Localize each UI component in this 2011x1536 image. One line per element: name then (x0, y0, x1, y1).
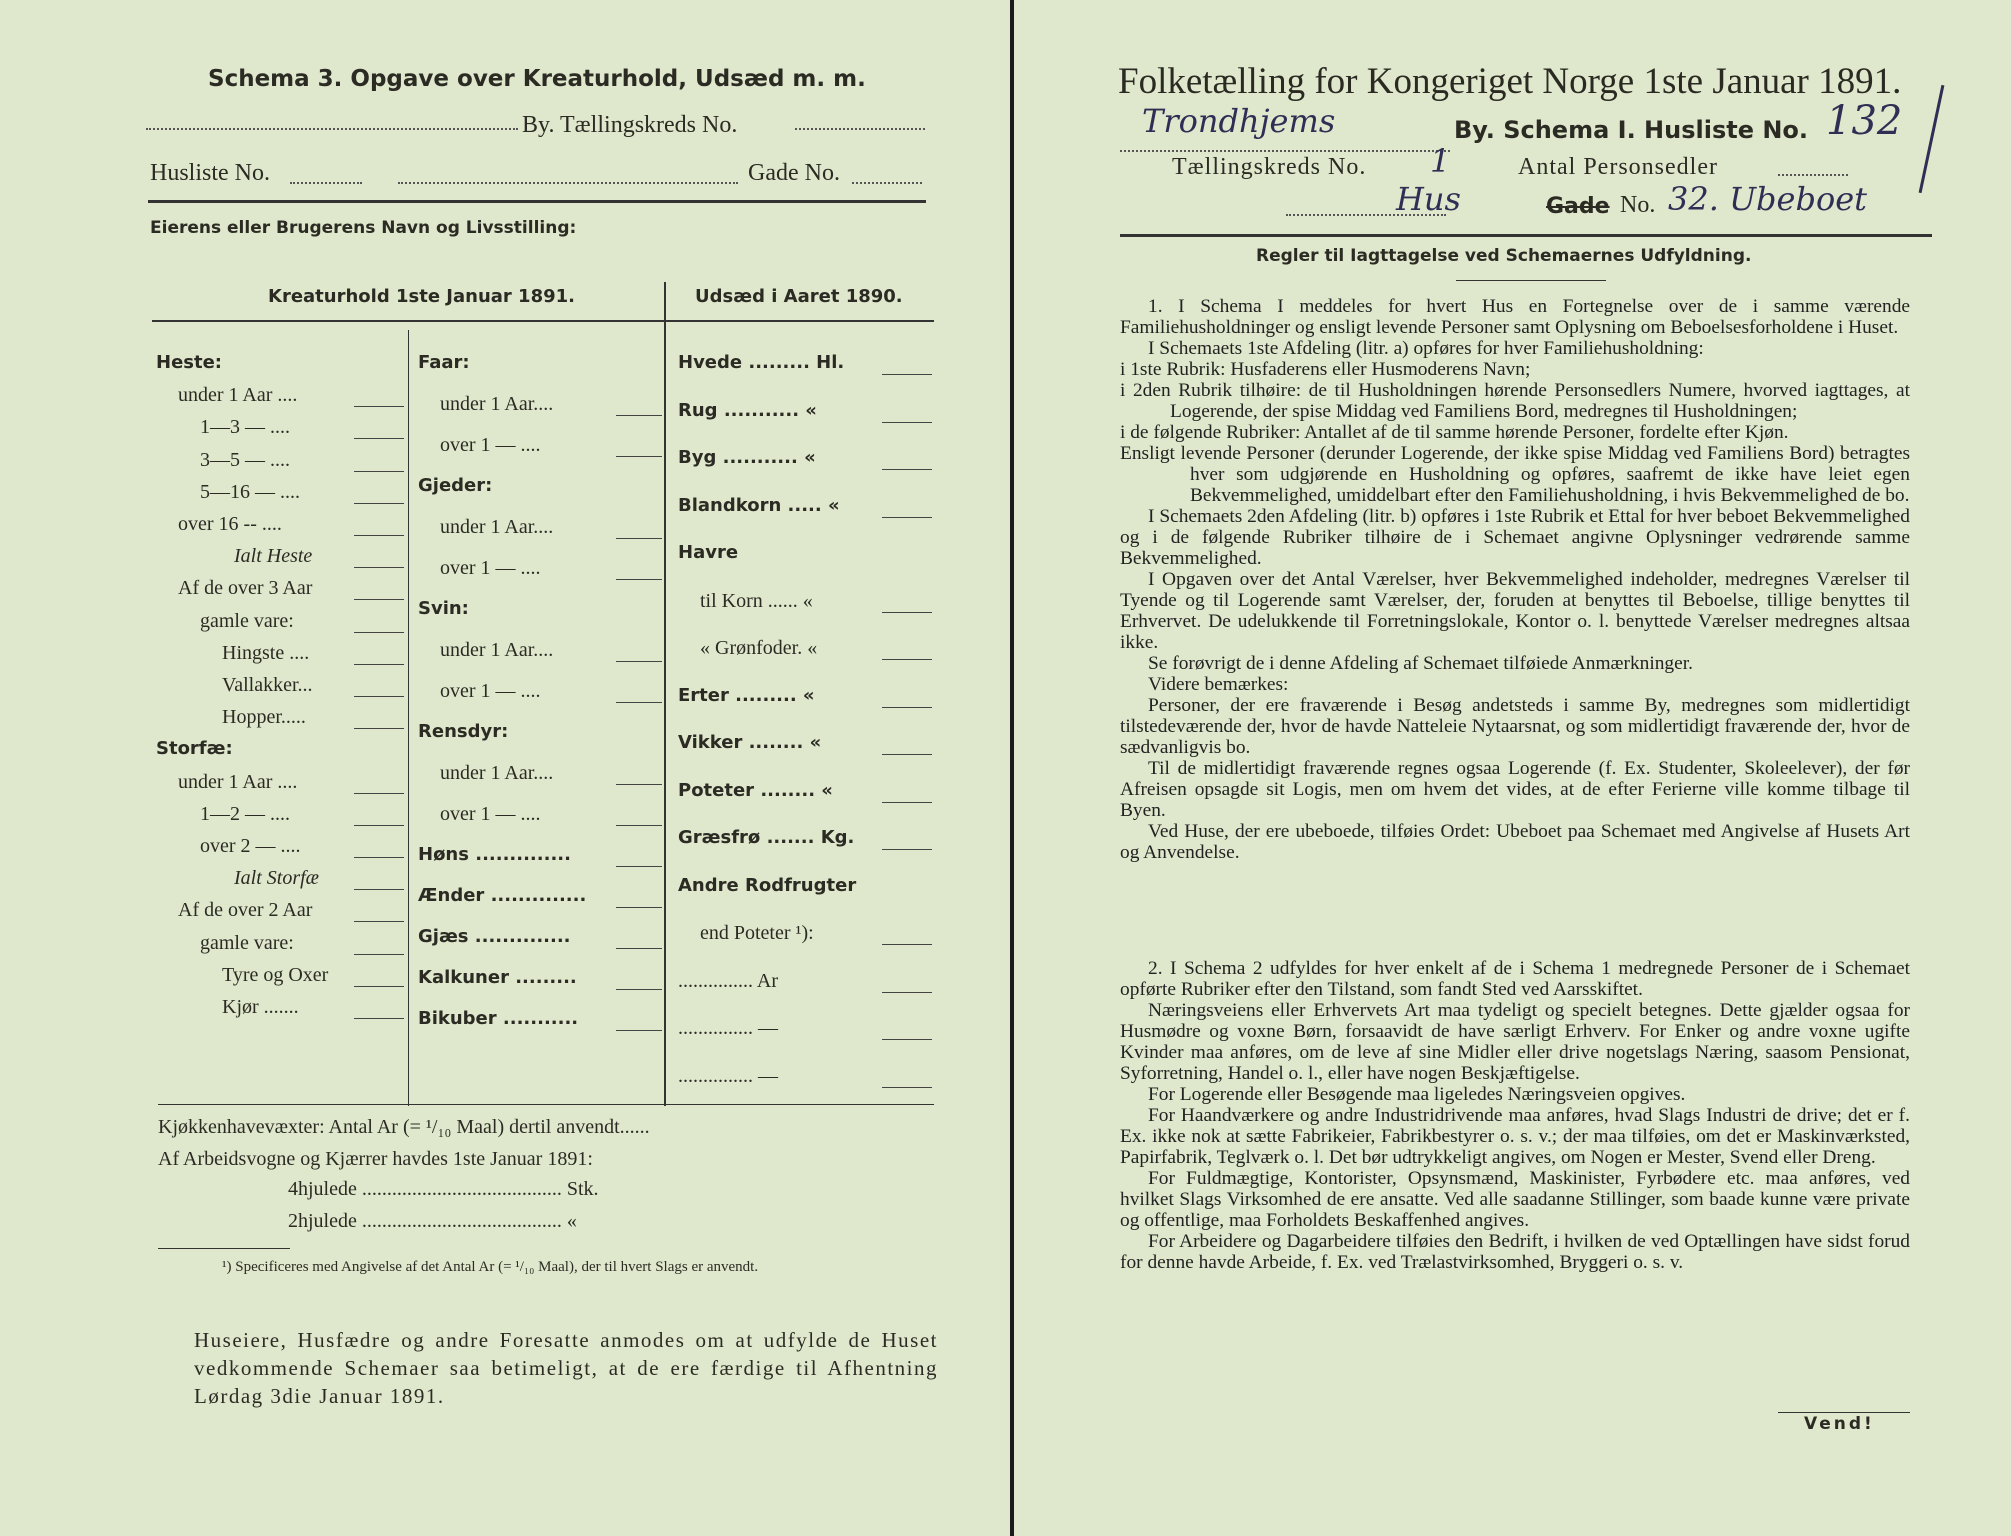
rules-section-2 (1120, 958, 1910, 1273)
col3-entry-line (882, 469, 932, 470)
col1-row-label: gamle vare: (200, 931, 294, 954)
col2-row-label: Gjeder: (418, 475, 493, 496)
col3-entry-line (882, 422, 932, 423)
rule-1-logerende: Til de midlertidigt fraværende regnes ogsaa Logerende (f. Ex. Studenter, Skoleelever), der før Afreisen opsagde sit Logis, men om hvem det vides, at de efter Ferierne ville komme tilbage til Byen. (1120, 758, 1910, 821)
rule-2-arbeidere: For Arbeidere og Dagarbeidere tilføies den Bedrift, i hvilken de ved Optællingen have sidst forud for denne havde Arbeide, f. Ex. ved Trælastvirksomhed, Bryggeri o. s. v. (1120, 1231, 1910, 1273)
col2-row-label: Ænder .............. (418, 885, 587, 906)
col3-entry-line (882, 517, 932, 518)
footnote-rule (158, 1248, 290, 1249)
col3-row-label: Havre (678, 542, 739, 563)
col1-row-label: Hingste .... (222, 641, 310, 664)
col3-row-label: Rug ........... « (678, 399, 817, 421)
col2-entry-line (616, 1030, 662, 1031)
udsaed-heading: Udsæd i Aaret 1890. (695, 286, 903, 307)
taellingskreds-field-line (795, 128, 925, 130)
col1-entry-line (354, 503, 404, 504)
rule-1-fravaerende: Personer, der ere fraværende i Besøg andetsteds i samme By, medregnes som midlertidigt tilstedeværende der, hvor de havde Natteleie Nytaarsnat, og som midlertidigt fraværende der, hvor de sædvanligvis bo. (1120, 695, 1910, 758)
col1-row-label: Storfæ: (156, 738, 233, 760)
rule-2-intro: 2. I Schema 2 udfyldes for hver enkelt af de i Schema 1 medregnede Personer de i Schemaet opførte Rubriker efter den Tilstand, som fandt Sted ved Aarsskiftet. (1120, 958, 1910, 1000)
col2-row-label: under 1 Aar.... (440, 393, 554, 415)
col3-row-label: ............... — (678, 1064, 778, 1087)
col3-entry-line (882, 849, 932, 850)
col3-entry-line (882, 944, 932, 945)
closing-text: Huseiere, Husfædre og andre Foresatte anmodes om at udfylde de Huset vedkommende Schemaer saa betimeligt, at de ere færdige til Afhentning Lørdag 3die Januar 1891. (194, 1328, 938, 1408)
rule-1-rubrik2: i 2den Rubrik tilhøire: de til Husholdningen hørende Personsedlers Numere, hvorved iagttages, at Logerende, der spise Middag ved Familiens Bord, medregnes til Husholdningen; (1120, 380, 1910, 422)
no-label: No. (1620, 192, 1656, 218)
col3-row-label: Vikker ........ « (678, 732, 822, 753)
col1-row-label: under 1 Aar .... (178, 384, 298, 407)
col2-row-label: under 1 Aar.... (440, 639, 554, 661)
col3-entry-line (882, 707, 932, 708)
rule-2-haandvaerkere: For Haandværkere og andre Industridrivende maa anføres, hvad Slags Industri de drive; det er f. Ex. ikke nok at sætte Fabrikeier, Fabrikbestyrer o. s. v.; der maa tilføies, om det er Maskinværksted, Papirfabrik, Teglværk o. l. Det bør udtrykkeligt angives, om Nogen er Mester, Svend eller Dreng. (1120, 1105, 1910, 1168)
table-bottom-rule (158, 1104, 934, 1105)
col2-entry-line (616, 948, 662, 949)
col1-entry-line (354, 954, 404, 955)
col1-entry-line (354, 664, 404, 665)
col1-row-label: 3—5 — .... (200, 448, 290, 471)
col2-entry-line (616, 825, 662, 826)
col1-row-label: Tyre og Oxer (222, 963, 329, 986)
hjul2-line: 2hjulede ........................................ « (288, 1210, 577, 1232)
col1-row-label: under 1 Aar .... (178, 770, 298, 793)
vend-rule (1778, 1412, 1910, 1413)
col3-row-label: « Grønfoder. « (700, 637, 818, 659)
rules-section-1 (1120, 296, 1910, 863)
husliste-label: Husliste No. (150, 160, 270, 186)
rule-1-enslige: Ensligt levende Personer (derunder Logerende, der ikke spise Middag ved Familiens Bord) betragtes hver som udgjørende en Husholdning og opføres, saafremt de ikke have leiet egen Bekvemmelighed, umiddelbart efter den Familiehusholdning, i hvis Bekvemmelighed de bo. (1120, 443, 1910, 506)
census-title: Folketælling for Kongeriget Norge 1ste Januar 1891. (1118, 61, 1902, 102)
rule-1-ubeboede: Ved Huse, der ere ubeboede, tilføies Ordet: Ubeboet paa Schemaet med Angivelse af Husets Art og Anvendelse. (1120, 821, 1910, 863)
gade-no-field-line (852, 182, 922, 184)
col2-row-label: over 1 — .... (440, 557, 541, 579)
col1-entry-line (354, 728, 404, 729)
arbeidsvogne-text: Af Arbeidsvogne og Kjærrer havdes 1ste Januar 1891: (158, 1148, 593, 1170)
col3-row-label: Hvede ......... Hl. (678, 352, 845, 373)
by-label: By. Tællingskreds No. (522, 112, 738, 138)
col1-row-label: Vallakker... (222, 674, 313, 696)
col2-row-label: Gjæs .............. (418, 926, 571, 947)
col2-row-label: under 1 Aar.... (440, 516, 554, 538)
col3-row-label: ............... Ar (678, 969, 778, 992)
col1-row-label: gamle vare: (200, 609, 294, 632)
col2-entry-line (616, 702, 662, 703)
table-top-rule (152, 320, 934, 322)
col3-entry-line (882, 374, 932, 375)
hjul4-line: 4hjulede ........................................ Stk. (288, 1178, 599, 1200)
rule-2-logerende: For Logerende eller Besøgende maa ligeledes Næringsveien opgives. (1148, 1084, 1686, 1105)
col1-entry-line (354, 438, 404, 439)
col2-row-label: Bikuber ........... (418, 1008, 579, 1029)
col3-row-label: Byg ........... « (678, 447, 816, 468)
col3-entry-line (882, 1039, 932, 1040)
handwritten-by: Trondhjems (1142, 102, 1336, 140)
col3-entry-line (882, 1087, 932, 1088)
arbeidsvogne-line (158, 1148, 593, 1171)
col1-entry-line (354, 793, 404, 794)
antal-personsedler-label: Antal Personsedler (1518, 154, 1718, 180)
col1-row-label: Heste: (156, 352, 222, 373)
col2-row-label: under 1 Aar.... (440, 762, 554, 784)
schema3-title: Schema 3. Opgave over Kreaturhold, Udsæd m. m. (208, 66, 866, 92)
col2-row-label: Svin: (418, 598, 469, 619)
col1-entry-line (354, 921, 404, 922)
gade-label-struck: Gade (1546, 194, 1610, 219)
rule-1-vaerelser: I Opgaven over det Antal Værelser, hver Bekvemmelighed indeholder, medregnes Værelser til Tyende og til Logerende samt Værelser, der, foruden at benyttes til Beboelse, tillige benyttes til Erhvervet. De udelukkende til Forretningslokale, Kontor o. l. benyttede Værelser medregnes altsaa ikke. (1120, 569, 1910, 653)
col2-entry-line (616, 538, 662, 539)
antal-dots (1778, 174, 1848, 176)
rule-1-rubrik-following: i de følgende Rubriker: Antallet af de til samme hørende Personer, fordelte efter Kjøn. (1120, 422, 1789, 443)
col2-row-label: Høns .............. (418, 844, 571, 865)
col2-row-label: over 1 — .... (440, 680, 541, 702)
rule-1-a: I Schemaets 1ste Afdeling (litr. a) opføres for hver Familiehusholdning: (1148, 338, 1704, 359)
kreatur-heading: Kreaturhold 1ste Januar 1891. (268, 286, 575, 307)
right-header-rule (1120, 234, 1932, 237)
col2-entry-line (616, 661, 662, 662)
by-schema-label: By. Schema I. Husliste No. (1454, 116, 1809, 144)
col1-row-label: 5—16 — .... (200, 480, 300, 503)
col1-row-label: over 2 — .... (200, 835, 301, 857)
eier-label: Eierens eller Brugerens Navn og Livsstilling: (150, 218, 577, 238)
col3-row-label: Græsfrø ....... Kg. (678, 827, 855, 848)
col3-row-label: ............... — (678, 1017, 778, 1039)
handwritten-taellingskreds: 1 (1430, 142, 1451, 180)
rule-1-intro: 1. I Schema I meddeles for hvert Hus en Fortegnelse over de i samme værende Familiehusholdninger og ensligt levende Personer samt Oplysning om Beboelsesforholdene i Huset. (1120, 296, 1910, 338)
husliste-field-line (290, 182, 362, 184)
taellingskreds-label: Tællingskreds No. (1172, 154, 1367, 180)
col1-entry-line (354, 1018, 404, 1019)
col1-entry-line (354, 599, 404, 600)
col1-row-label: 1—3 — .... (200, 416, 290, 439)
by-field-line (146, 128, 518, 130)
kjokkenhave-text: Kjøkkenhavevæxter: Antal Ar (= ¹/₁₀ Maal) dertil anvendt...... (158, 1116, 650, 1138)
col3-row-label: Erter ......... « (678, 684, 815, 706)
rule-1-videre: Videre bemærkes: (1148, 674, 1289, 695)
col2-entry-line (616, 579, 662, 580)
col1-entry-line (354, 889, 404, 890)
regler-underline (1456, 280, 1606, 281)
col1-entry-line (354, 471, 404, 472)
rule-2-naeringsvei: Næringsveiens eller Erhvervets Art maa tydeligt og specielt betegnes. Dette gjælder ogsaa for Husmødre og voxne Børn, forsaavidt de have særligt Erhverv. For Enker og andre voxne ugifte Kvinder maa anføres, om de leve af sine Midler eller drive nogetslags Næring, saasom Pensionat, Syforretning, Handel o. l., eller have nogen Beskjæftigelse. (1120, 1000, 1910, 1084)
col3-entry-line (882, 802, 932, 803)
gade-field-line (398, 182, 738, 184)
col2-entry-line (616, 456, 662, 457)
handwritten-hus: Hus (1396, 180, 1461, 218)
vend-label: Vend! (1804, 1414, 1875, 1434)
col2-row-label: Rensdyr: (418, 721, 509, 742)
rule-1-anmaerkninger: Se forøvrigt de i denne Afdeling af Schemaet tilføiede Anmærkninger. (1148, 653, 1693, 674)
col3-row-label: end Poteter ¹): (700, 922, 814, 944)
col3-row-label: til Korn ...... « (700, 589, 813, 612)
col-divider-1 (408, 330, 409, 1106)
col3-row-label: Andre Rodfrugter (678, 874, 857, 896)
col2-row-label: Kalkuner ......... (418, 967, 577, 988)
col2-row-label: Faar: (418, 352, 470, 373)
kjokkenhave-line (158, 1116, 650, 1139)
col2-row-label: over 1 — .... (440, 803, 541, 825)
col1-entry-line (354, 825, 404, 826)
col3-row-label: Blandkorn ..... « (678, 494, 840, 516)
handwritten-husliste-no: 132 (1826, 98, 1903, 144)
col1-row-label: Ialt Storfæ (234, 867, 320, 890)
col1-entry-line (354, 567, 404, 568)
col3-entry-line (882, 992, 932, 993)
rule-1-b: I Schemaets 2den Afdeling (litr. b) opføres i 1ste Rubrik et Ettal for hver beboet Bekvemmelighed og i de følgende Rubriker tilhøire de i Schemaet angivne Oplysninger vedrørende samme Bekvemmelighed. (1120, 506, 1910, 569)
col2-entry-line (616, 866, 662, 867)
table-divider (664, 282, 666, 1106)
col1-entry-line (354, 535, 404, 536)
handwritten-gade-no: 32. Ubeboet (1668, 180, 1867, 218)
footnote: ¹) Specificeres med Angivelse af det Antal Ar (= ¹/₁₀ Maal), der til hvert Slags er anvendt. (222, 1259, 759, 1275)
header-rule (148, 200, 926, 203)
col2-entry-line (616, 989, 662, 990)
col1-entry-line (354, 696, 404, 697)
col2-row-label: over 1 — .... (440, 434, 541, 456)
col3-entry-line (882, 754, 932, 755)
by-line-dots (1120, 150, 1450, 152)
col1-row-label: 1—2 — .... (200, 802, 290, 825)
col1-entry-line (354, 406, 404, 407)
col3-entry-line (882, 659, 932, 660)
col1-row-label: over 16 -- .... (178, 513, 282, 535)
col1-row-label: Af de over 3 Aar (178, 577, 313, 600)
rule-1-rubrik1: i 1ste Rubrik: Husfaderens eller Husmoderens Navn; (1120, 359, 1531, 380)
col2-entry-line (616, 415, 662, 416)
col3-row-label: Poteter ........ « (678, 779, 833, 801)
gade-label: Gade No. (748, 160, 840, 186)
col2-entry-line (616, 907, 662, 908)
col3-entry-line (882, 612, 932, 613)
regler-heading: Regler til Iagttagelse ved Schemaernes Udfyldning. (1256, 246, 1752, 266)
col1-entry-line (354, 632, 404, 633)
col2-entry-line (616, 784, 662, 785)
col1-row-label: Ialt Heste (234, 545, 313, 568)
col1-row-label: Af de over 2 Aar (178, 899, 313, 922)
col1-row-label: Hopper..... (222, 706, 306, 729)
rule-2-fuldmaegtige: For Fuldmægtige, Kontorister, Opsynsmænd, Maskinister, Fyrbødere etc. maa anføres, ved hvilket Slags Virksomhed de ere ansatte. Ved alle saadanne Stillinger, som baade kunne være private og offentlige, maa Forholdets Beskaffenhed angives. (1120, 1168, 1910, 1231)
col1-entry-line (354, 986, 404, 987)
col1-entry-line (354, 857, 404, 858)
col1-row-label: Kjør ....... (222, 996, 299, 1018)
